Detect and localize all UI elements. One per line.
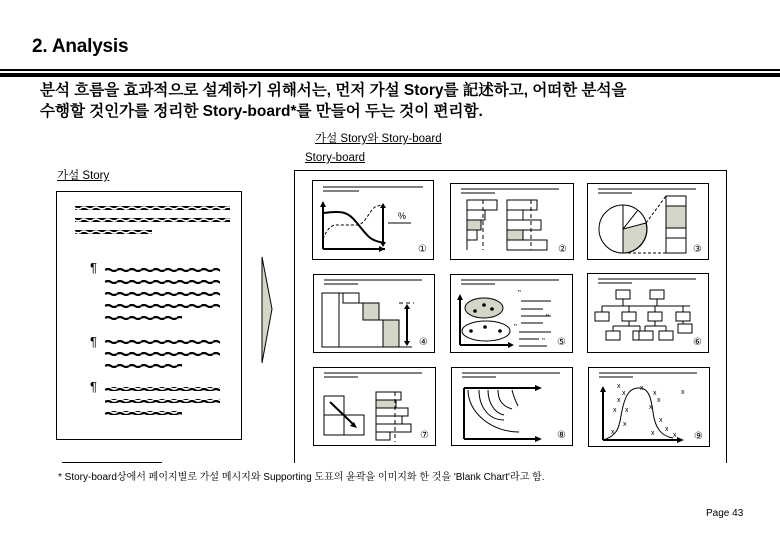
blank-chart-9 <box>588 367 710 447</box>
blank-chart-6 <box>587 273 709 353</box>
footnote-divider <box>62 462 162 463</box>
panel-number-5: ⑤ <box>557 337 566 348</box>
scatter-cluster-icon <box>451 275 572 352</box>
paragraph-mark-2: ¶ <box>90 334 97 349</box>
storyboard-label: Story-board <box>305 152 366 164</box>
svg-text:x: x <box>649 404 653 411</box>
panel-number-3: ③ <box>693 244 702 255</box>
quote-mark: " <box>518 289 521 298</box>
panel-number-2: ② <box>558 244 567 255</box>
blank-chart-2 <box>450 183 574 260</box>
svg-text:x: x <box>623 421 627 428</box>
quote-mark: " <box>546 313 549 322</box>
svg-text:x: x <box>653 390 657 397</box>
bell-curve-scatter-icon <box>589 368 709 446</box>
blank-chart-5 <box>450 274 573 353</box>
svg-text:x: x <box>625 407 629 414</box>
intro-line-1: 분석 흐름을 효과적으로 설계하기 위해서는, 먼저 가설 Story를 記述하고, 어떠한 분석을 <box>40 82 627 99</box>
blank-chart-4 <box>313 274 435 353</box>
blank-chart-1 <box>312 180 434 260</box>
blank-chart-3 <box>587 183 709 260</box>
blank-chart-7 <box>313 367 436 446</box>
paragraph-mark-1: ¶ <box>90 260 97 275</box>
panel-number-1: ① <box>418 244 427 255</box>
panel-number-9: ⑨ <box>694 431 703 442</box>
blank-chart-8 <box>451 367 573 446</box>
title-divider-thin <box>0 69 780 71</box>
pie-chart-icon <box>588 184 708 259</box>
svg-text:x: x <box>611 429 615 436</box>
quote-mark: " <box>514 323 517 332</box>
curve-family-icon <box>452 368 572 445</box>
svg-text:x: x <box>613 407 617 414</box>
panel-number-6: ⑥ <box>693 337 702 348</box>
paragraph-mark-3: ¶ <box>90 379 97 394</box>
wavy-text-lines <box>57 192 241 439</box>
waterfall-chart-icon <box>314 275 434 352</box>
svg-text:x: x <box>617 383 621 390</box>
svg-text:x: x <box>673 432 677 439</box>
org-tree-icon <box>588 274 708 352</box>
svg-text:x: x <box>651 430 655 437</box>
story-document <box>56 191 242 440</box>
intro-line-2: 수행할 것인가를 정리한 Story-board*를 만들어 두는 것이 편리함. <box>40 103 483 120</box>
footnote-text: * Story-board상에서 페이지별로 가설 메시지와 Supporting 도표의 윤곽을 이미지화 한 것을 'Blank Chart'라고 함. <box>58 472 545 483</box>
percent-label: % <box>398 211 407 221</box>
line-chart-icon <box>313 181 433 259</box>
story-label: 가설 Story <box>57 170 110 182</box>
intro-text <box>40 80 760 122</box>
svg-text:x: x <box>657 397 661 404</box>
quote-mark: " <box>542 337 545 346</box>
svg-text:x: x <box>640 385 644 392</box>
panel-number-4: ④ <box>419 337 428 348</box>
svg-text:x: x <box>617 397 621 404</box>
svg-text:x: x <box>622 390 626 397</box>
page-title: 2. Analysis <box>32 36 129 57</box>
svg-text:x: x <box>665 426 669 433</box>
page-number: Page 43 <box>706 508 744 519</box>
diagram-caption: 가설 Story와 Story-board <box>315 133 442 145</box>
title-divider-thick <box>0 73 780 77</box>
svg-text:x: x <box>659 417 663 424</box>
panel-number-7: ⑦ <box>420 430 429 441</box>
svg-text:x: x <box>681 389 685 396</box>
panel-number-8: ⑧ <box>557 430 566 441</box>
matrix-bar-icon <box>314 368 435 445</box>
transform-arrow-icon <box>258 255 278 365</box>
horizontal-bar-chart-icon <box>451 184 573 259</box>
